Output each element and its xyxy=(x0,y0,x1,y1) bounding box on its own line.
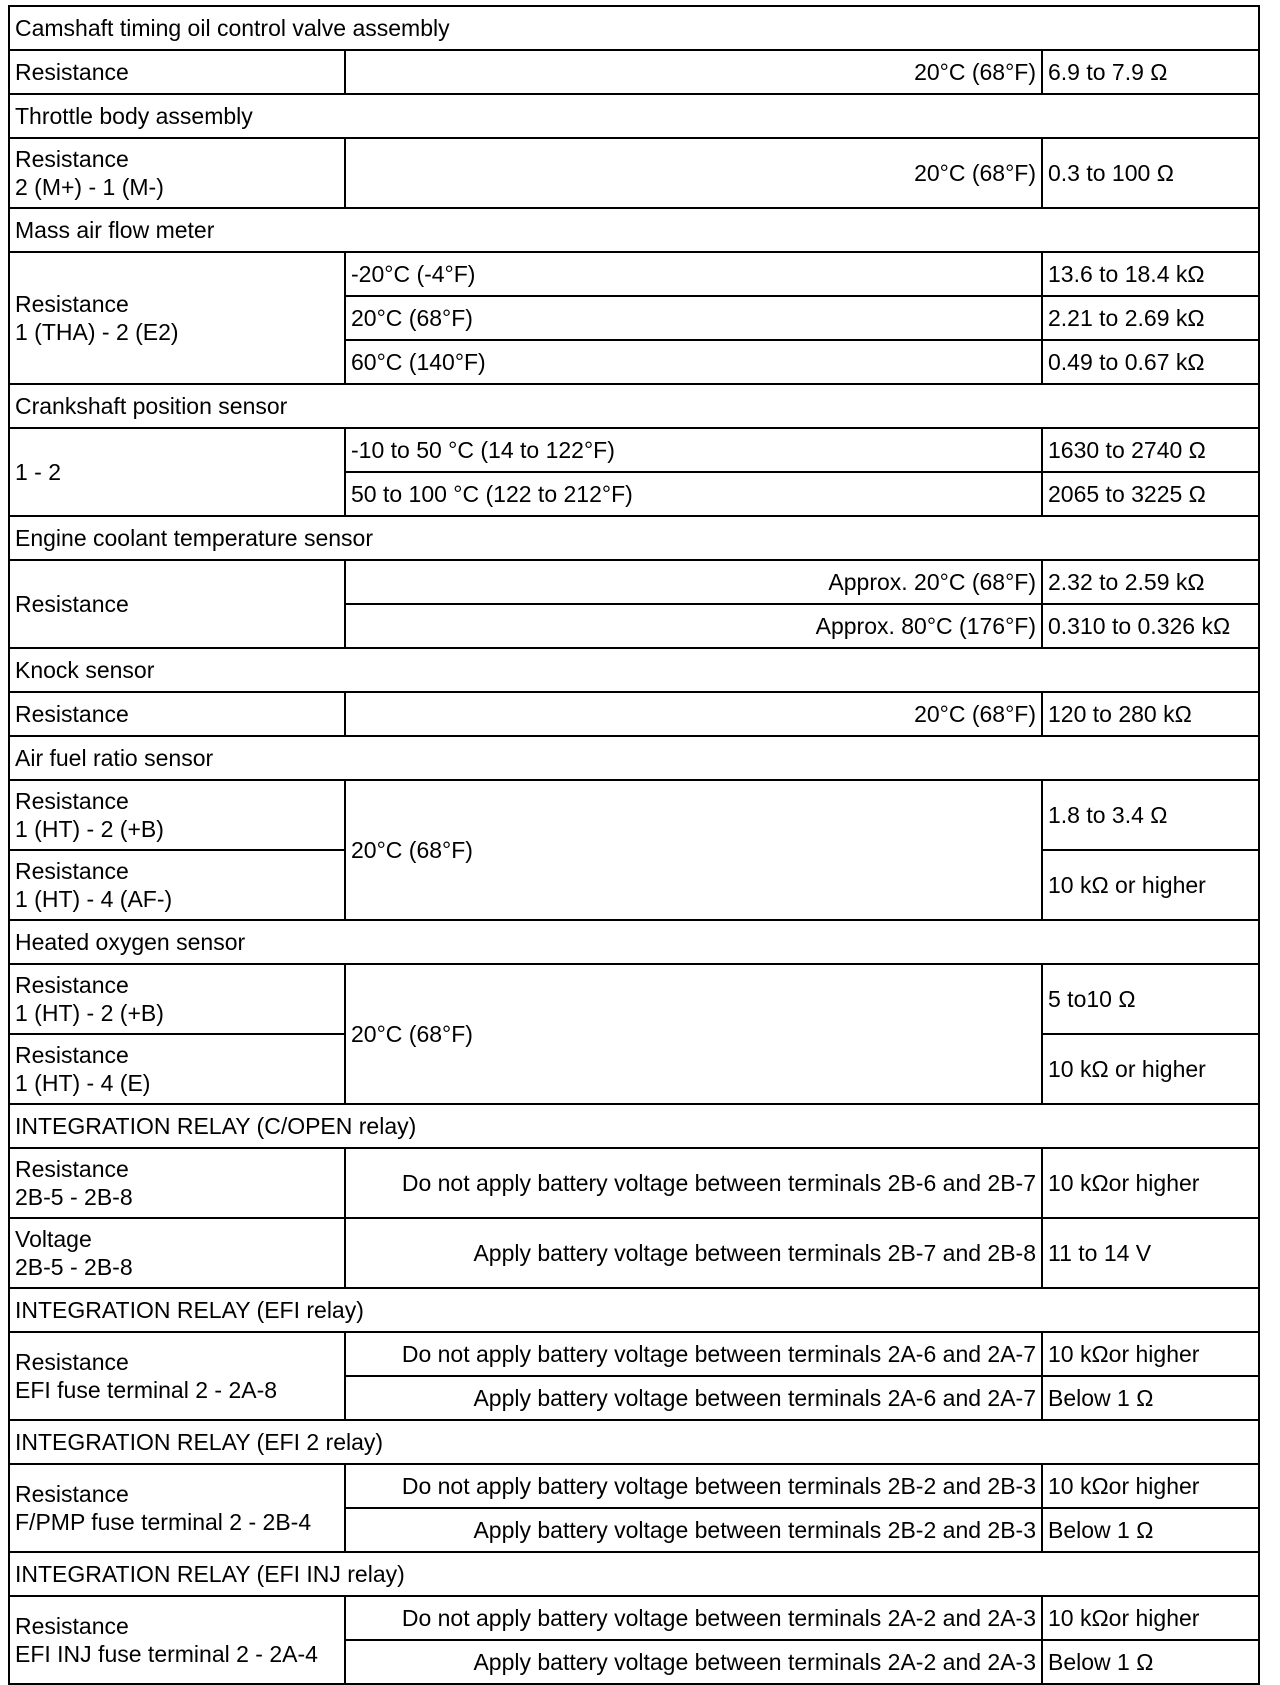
section-title: Mass air flow meter xyxy=(9,208,1259,252)
condition-cell: Approx. 80°C (176°F) xyxy=(345,604,1042,648)
spec-cell: 10 kΩor higher xyxy=(1042,1596,1259,1640)
spec-cell: Below 1 Ω xyxy=(1042,1376,1259,1420)
table-row xyxy=(9,780,1259,850)
spec-cell: 10 kΩ or higher xyxy=(1042,850,1259,920)
condition-cell: Apply battery voltage between terminals 2A-2 and 2A-3 xyxy=(345,1640,1042,1684)
spec-cell: Below 1 Ω xyxy=(1042,1508,1259,1552)
spec-cell: 1.8 to 3.4 Ω xyxy=(1042,780,1259,850)
section-header xyxy=(9,1288,1259,1332)
item-cell: Resistance EFI INJ fuse terminal 2 - 2A-4 xyxy=(9,1596,345,1684)
spec-cell: 2.21 to 2.69 kΩ xyxy=(1042,296,1259,340)
item-cell: Resistance 2B-5 - 2B-8 xyxy=(9,1148,345,1218)
section-header xyxy=(9,6,1259,50)
item-cell: Resistance xyxy=(9,560,345,648)
spec-cell: 0.49 to 0.67 kΩ xyxy=(1042,340,1259,384)
item-cell: Resistance 2 (M+) - 1 (M-) xyxy=(9,138,345,208)
section-title: Air fuel ratio sensor xyxy=(9,736,1259,780)
item-cell: Resistance EFI fuse terminal 2 - 2A-8 xyxy=(9,1332,345,1420)
spec-cell: 0.310 to 0.326 kΩ xyxy=(1042,604,1259,648)
spec-cell: 10 kΩor higher xyxy=(1042,1332,1259,1376)
section-header xyxy=(9,1420,1259,1464)
item-cell: Resistance xyxy=(9,50,345,94)
spec-cell: 120 to 280 kΩ xyxy=(1042,692,1259,736)
table-row xyxy=(9,428,1259,472)
section-header xyxy=(9,516,1259,560)
table-row xyxy=(9,560,1259,604)
section-title: Throttle body assembly xyxy=(9,94,1259,138)
table-row xyxy=(9,1148,1259,1218)
section-header xyxy=(9,208,1259,252)
table-row xyxy=(9,964,1259,1034)
section-title: Crankshaft position sensor xyxy=(9,384,1259,428)
section-title: Knock sensor xyxy=(9,648,1259,692)
condition-cell: Apply battery voltage between terminals 2B-2 and 2B-3 xyxy=(345,1508,1042,1552)
item-cell: Resistance 1 (HT) - 4 (E) xyxy=(9,1034,345,1104)
item-cell: 1 - 2 xyxy=(9,428,345,516)
condition-cell: Approx. 20°C (68°F) xyxy=(345,560,1042,604)
item-cell: Resistance 1 (THA) - 2 (E2) xyxy=(9,252,345,384)
item-cell: Resistance 1 (HT) - 2 (+B) xyxy=(9,780,345,850)
condition-cell: 20°C (68°F) xyxy=(345,296,1042,340)
section-title: INTEGRATION RELAY (EFI INJ relay) xyxy=(9,1552,1259,1596)
condition-cell: 20°C (68°F) xyxy=(345,780,1042,920)
spec-cell: 1630 to 2740 Ω xyxy=(1042,428,1259,472)
item-cell: Resistance 1 (HT) - 4 (AF-) xyxy=(9,850,345,920)
table-row xyxy=(9,50,1259,94)
table-row xyxy=(9,1218,1259,1288)
item-cell: Resistance xyxy=(9,692,345,736)
section-title: INTEGRATION RELAY (C/OPEN relay) xyxy=(9,1104,1259,1148)
spec-cell: 2065 to 3225 Ω xyxy=(1042,472,1259,516)
table-row xyxy=(9,252,1259,296)
condition-cell: Apply battery voltage between terminals 2B-7 and 2B-8 xyxy=(345,1218,1042,1288)
section-title: Engine coolant temperature sensor xyxy=(9,516,1259,560)
section-title: INTEGRATION RELAY (EFI relay) xyxy=(9,1288,1259,1332)
section-header xyxy=(9,920,1259,964)
spec-cell: 11 to 14 V xyxy=(1042,1218,1259,1288)
condition-cell: Do not apply battery voltage between terminals 2B-6 and 2B-7 xyxy=(345,1148,1042,1218)
section-header xyxy=(9,1552,1259,1596)
condition-cell: 50 to 100 °C (122 to 212°F) xyxy=(345,472,1042,516)
table-row xyxy=(9,1596,1259,1640)
condition-cell: -20°C (-4°F) xyxy=(345,252,1042,296)
spec-cell: 0.3 to 100 Ω xyxy=(1042,138,1259,208)
section-header xyxy=(9,648,1259,692)
condition-cell: 20°C (68°F) xyxy=(345,692,1042,736)
condition-cell: 60°C (140°F) xyxy=(345,340,1042,384)
item-cell: Resistance 1 (HT) - 2 (+B) xyxy=(9,964,345,1034)
spec-cell: 5 to10 Ω xyxy=(1042,964,1259,1034)
section-header xyxy=(9,94,1259,138)
condition-cell: Apply battery voltage between terminals 2A-6 and 2A-7 xyxy=(345,1376,1042,1420)
condition-cell: -10 to 50 °C (14 to 122°F) xyxy=(345,428,1042,472)
condition-cell: Do not apply battery voltage between terminals 2A-6 and 2A-7 xyxy=(345,1332,1042,1376)
section-title: Camshaft timing oil control valve assembly xyxy=(9,6,1259,50)
table-row xyxy=(9,692,1259,736)
table-row xyxy=(9,138,1259,208)
specification-table xyxy=(8,5,1260,1685)
condition-cell: 20°C (68°F) xyxy=(345,964,1042,1104)
item-cell: Resistance F/PMP fuse terminal 2 - 2B-4 xyxy=(9,1464,345,1552)
item-cell: Voltage 2B-5 - 2B-8 xyxy=(9,1218,345,1288)
condition-cell: Do not apply battery voltage between terminals 2B-2 and 2B-3 xyxy=(345,1464,1042,1508)
section-title: INTEGRATION RELAY (EFI 2 relay) xyxy=(9,1420,1259,1464)
spec-cell: 6.9 to 7.9 Ω xyxy=(1042,50,1259,94)
condition-cell: 20°C (68°F) xyxy=(345,138,1042,208)
section-header xyxy=(9,736,1259,780)
section-title: Heated oxygen sensor xyxy=(9,920,1259,964)
spec-cell: 13.6 to 18.4 kΩ xyxy=(1042,252,1259,296)
section-header xyxy=(9,384,1259,428)
table-row xyxy=(9,1332,1259,1376)
condition-cell: 20°C (68°F) xyxy=(345,50,1042,94)
spec-cell: 10 kΩor higher xyxy=(1042,1148,1259,1218)
table-row xyxy=(9,1464,1259,1508)
section-header xyxy=(9,1104,1259,1148)
spec-cell: 10 kΩ or higher xyxy=(1042,1034,1259,1104)
condition-cell: Do not apply battery voltage between terminals 2A-2 and 2A-3 xyxy=(345,1596,1042,1640)
spec-cell: 10 kΩor higher xyxy=(1042,1464,1259,1508)
spec-cell: Below 1 Ω xyxy=(1042,1640,1259,1684)
spec-cell: 2.32 to 2.59 kΩ xyxy=(1042,560,1259,604)
